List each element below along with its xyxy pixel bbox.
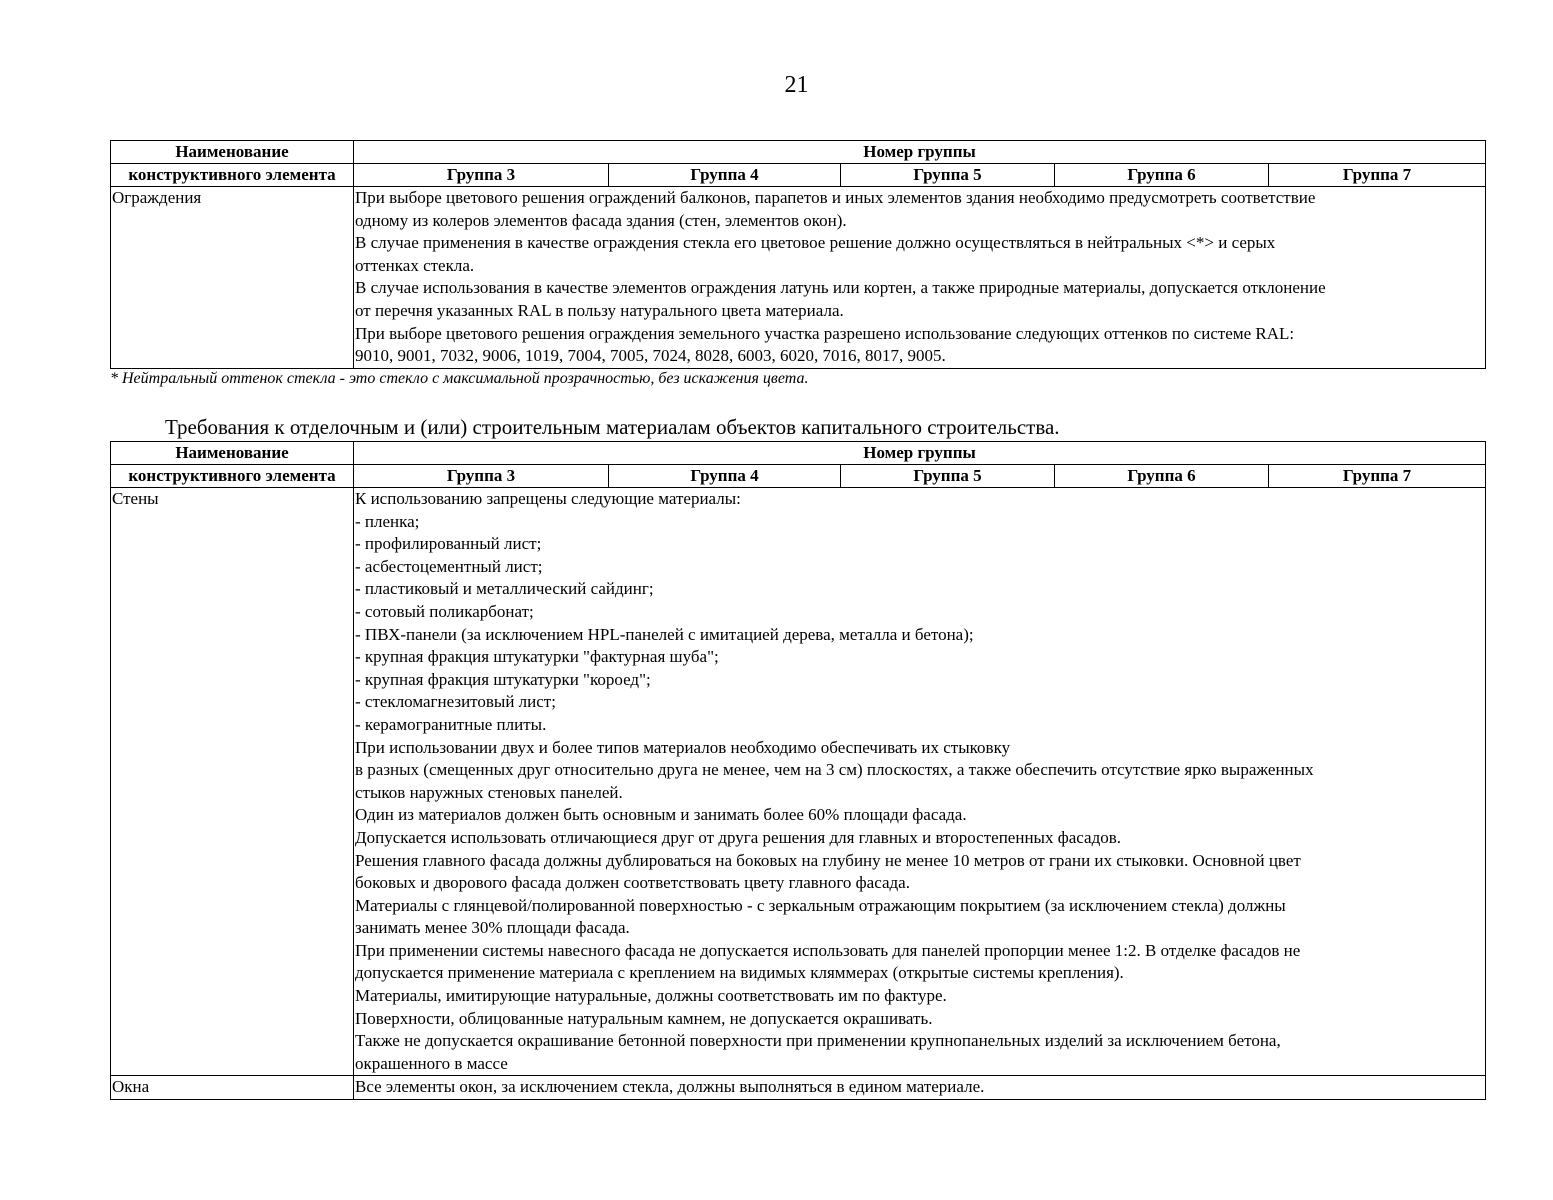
text-line: В случае применения в качестве ограждения стекла его цветовое решение должно осуществляться в нейтральных <*> и серых xyxy=(355,233,1276,253)
text-line: В случае использования в качестве элементов ограждения латунь или кортен, а также природные материалы, допускается отклонение xyxy=(355,278,1326,298)
text-line: занимать менее 30% площади фасада. xyxy=(355,918,630,938)
element-name-header: Наименование xyxy=(111,442,354,465)
list-item: - сотовый поликарбонат; xyxy=(355,601,534,621)
group-header-7: Группа 7 xyxy=(1269,164,1486,187)
text-line: от перечня указанных RAL в пользу натурального цвета материала. xyxy=(355,300,844,320)
group-header-3: Группа 3 xyxy=(354,164,609,187)
text-line: Материалы с глянцевой/полированной поверхностью - с зеркальным отражающим покрытием (за исключением стекла) должны xyxy=(355,895,1286,915)
element-name-walls: Стены xyxy=(111,488,354,1076)
group-header-5: Группа 5 xyxy=(841,164,1055,187)
list-item: - пленка; xyxy=(355,511,420,531)
text-line: в разных (смещенных друг относительно друга не менее, чем на 3 см) плоскостях, а также обеспечить отсутствие ярко выраженных xyxy=(355,760,1314,780)
element-name-header: Наименование xyxy=(111,141,354,164)
list-item: - профилированный лист; xyxy=(355,534,542,554)
list-item: - ПВХ-панели (за исключением HPL-панелей с имитацией дерева, металла и бетона); xyxy=(355,624,974,644)
group-header-5: Группа 5 xyxy=(841,465,1055,488)
list-item: - асбестоцементный лист; xyxy=(355,556,543,576)
page-number: 21 xyxy=(784,72,809,98)
text-line: 9010, 9001, 7032, 9006, 1019, 7004, 7005, 7024, 8028, 6003, 6020, 7016, 8017, 9005. xyxy=(355,346,946,366)
footnote: * Нейтральный оттенок стекла - это стекло с максимальной прозрачностью, без искажения цвета. xyxy=(110,370,809,387)
element-name-windows: Окна xyxy=(111,1076,354,1100)
list-item: - крупная фракция штукатурки "фактурная шуба"; xyxy=(355,647,719,667)
table-row xyxy=(111,488,1486,1076)
text-line: При выборе цветового решения ограждений балконов, парапетов и иных элементов здания необходимо предусмотреть соответствие xyxy=(355,188,1316,207)
element-name-header-line2: конструктивного элемента xyxy=(111,164,354,187)
group-header-7: Группа 7 xyxy=(1269,465,1486,488)
text-line: При использовании двух и более типов материалов необходимо обеспечивать их стыковку xyxy=(355,737,1011,757)
list-item: - пластиковый и металлический сайдинг; xyxy=(355,579,654,599)
requirements-text xyxy=(354,1076,1486,1100)
requirements-text xyxy=(354,187,1486,369)
group-number-header: Номер группы xyxy=(354,141,1486,164)
text-line: Решения главного фасада должны дублироваться на боковых на глубину не менее 10 метров от грани их стыковки. Основной цвет xyxy=(355,850,1301,870)
section-heading: Требования к отделочным и (или) строительным материалам объектов капитального строительства. xyxy=(165,415,1060,439)
group-header-3: Группа 3 xyxy=(354,465,609,488)
list-item: - крупная фракция штукатурки "короед"; xyxy=(355,669,651,689)
table-row xyxy=(111,187,1486,369)
requirements-text xyxy=(354,488,1486,1076)
element-name-header-line2: конструктивного элемента xyxy=(111,465,354,488)
text-line: стыков наружных стеновых панелей. xyxy=(355,782,623,802)
text-line: К использованию запрещены следующие материалы: xyxy=(355,489,741,508)
text-line: Все элементы окон, за исключением стекла, должны выполняться в едином материале. xyxy=(355,1077,985,1097)
element-name-fences: Ограждения xyxy=(111,187,354,369)
text-line: оттенках стекла. xyxy=(355,255,475,275)
text-line: Материалы, имитирующие натуральные, должны соответствовать им по фактуре. xyxy=(355,986,947,1006)
text-line: Допускается использовать отличающиеся друг от друга решения для главных и второстепенных фасадов. xyxy=(355,827,1121,847)
group-number-header: Номер группы xyxy=(354,442,1486,465)
group-header-6: Группа 6 xyxy=(1055,164,1269,187)
text-line: Также не допускается окрашивание бетонной поверхности при применении крупнопанельных изделий за исключением бетона, xyxy=(355,1031,1281,1051)
text-line: Один из материалов должен быть основным и занимать более 60% площади фасада. xyxy=(355,805,967,825)
group-header-4: Группа 4 xyxy=(609,465,841,488)
list-item: - стекломагнезитовый лист; xyxy=(355,692,556,712)
text-line: При выборе цветового решения ограждения земельного участка разрешено использование следующих оттенков по системе RAL: xyxy=(355,323,1295,343)
materials-requirements-table xyxy=(110,441,1486,1100)
text-line: одному из колеров элементов фасада здания (стен, элементов окон). xyxy=(355,210,847,230)
text-line: При применении системы навесного фасада не допускается использовать для панелей пропорции менее 1:2. В отделке фасадов не xyxy=(355,940,1301,960)
group-header-4: Группа 4 xyxy=(609,164,841,187)
list-item: - керамогранитные плиты. xyxy=(355,714,547,734)
table-row xyxy=(111,1076,1486,1100)
color-requirements-table xyxy=(110,140,1486,369)
text-line: допускается применение материала с креплением на видимых кляммерах (открытые системы крепления). xyxy=(355,963,1124,983)
text-line: боковых и дворового фасада должен соответствовать цвету главного фасада. xyxy=(355,873,910,893)
text-line: Поверхности, облицованные натуральным камнем, не допускается окрашивать. xyxy=(355,1008,933,1028)
text-line: окрашенного в массе xyxy=(355,1053,508,1073)
group-header-6: Группа 6 xyxy=(1055,465,1269,488)
